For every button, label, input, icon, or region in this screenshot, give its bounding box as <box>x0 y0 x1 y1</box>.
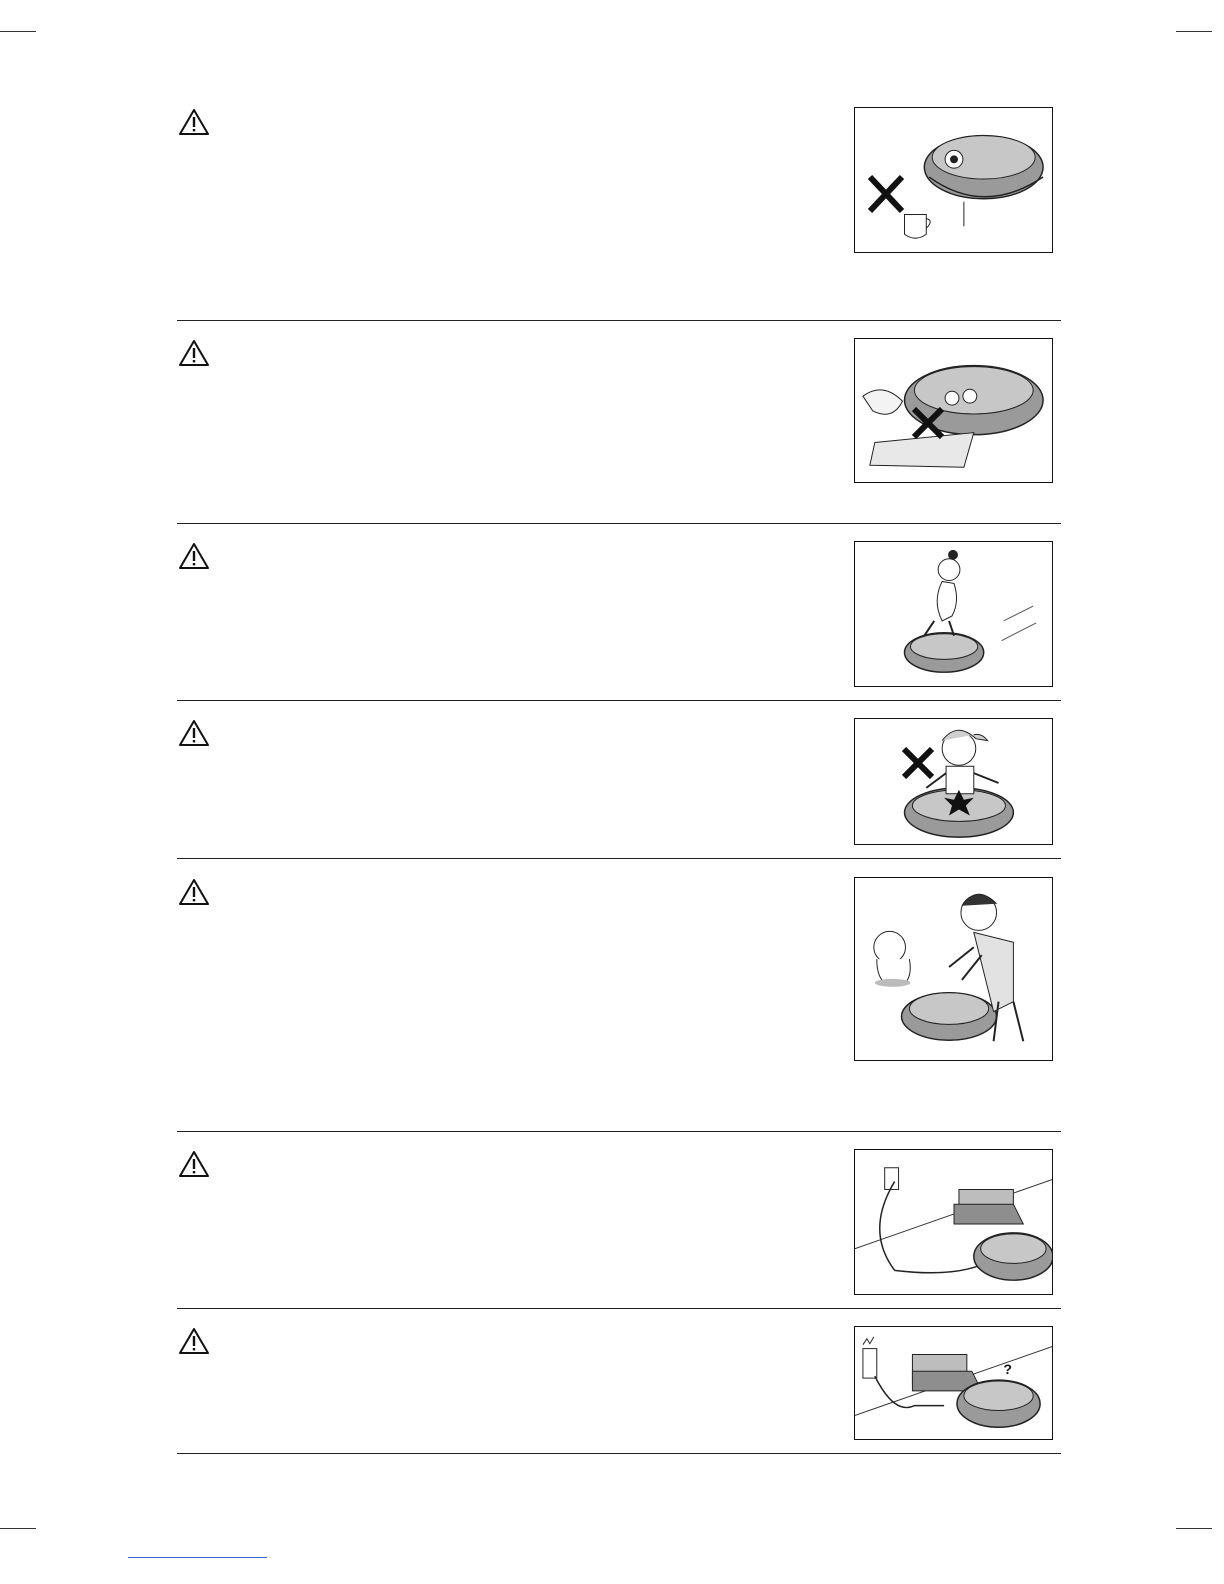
warning-triangle-icon <box>178 719 210 747</box>
warning-triangle-icon <box>178 878 210 906</box>
illustration-child-jumping <box>854 541 1053 687</box>
warning-triangle-icon <box>178 542 210 570</box>
illustration-child-sitting <box>854 718 1053 845</box>
svg-text:?: ? <box>1003 1362 1012 1378</box>
crop-mark-top-left <box>0 31 36 32</box>
prohibited-x-icon <box>866 173 906 215</box>
illustration-robot-tangled-cloth <box>854 338 1053 483</box>
warning-triangle-icon <box>178 1327 210 1355</box>
prohibited-x-icon <box>910 405 946 441</box>
prohibited-x-icon <box>900 745 936 781</box>
section-divider <box>177 523 1061 524</box>
crop-mark-bottom-left <box>0 1528 36 1529</box>
caution-section-6 <box>0 1148 1224 1308</box>
warning-triangle-icon <box>178 339 210 367</box>
footer-link-underline <box>128 1557 267 1558</box>
warning-triangle-icon <box>178 108 210 136</box>
illustration-damaged-outlet <box>854 1326 1053 1440</box>
section-divider <box>177 320 1061 321</box>
caution-section-3 <box>0 540 1224 700</box>
section-divider <box>177 1308 1061 1309</box>
caution-section-2 <box>0 337 1224 523</box>
section-divider <box>177 700 1061 701</box>
illustration-charger-outlet <box>854 1149 1053 1295</box>
caution-section-5 <box>0 876 1224 1131</box>
section-divider <box>177 858 1061 859</box>
section-divider <box>177 1131 1061 1132</box>
warning-triangle-icon <box>178 1150 210 1178</box>
section-divider <box>177 1453 1061 1454</box>
crop-mark-top-right <box>1176 31 1212 32</box>
crop-mark-bottom-right <box>1176 1528 1212 1529</box>
caution-section-4 <box>0 717 1224 858</box>
caution-section-1 <box>0 106 1224 320</box>
caution-section-7 <box>0 1325 1224 1453</box>
illustration-boy-and-puppy <box>854 877 1053 1061</box>
